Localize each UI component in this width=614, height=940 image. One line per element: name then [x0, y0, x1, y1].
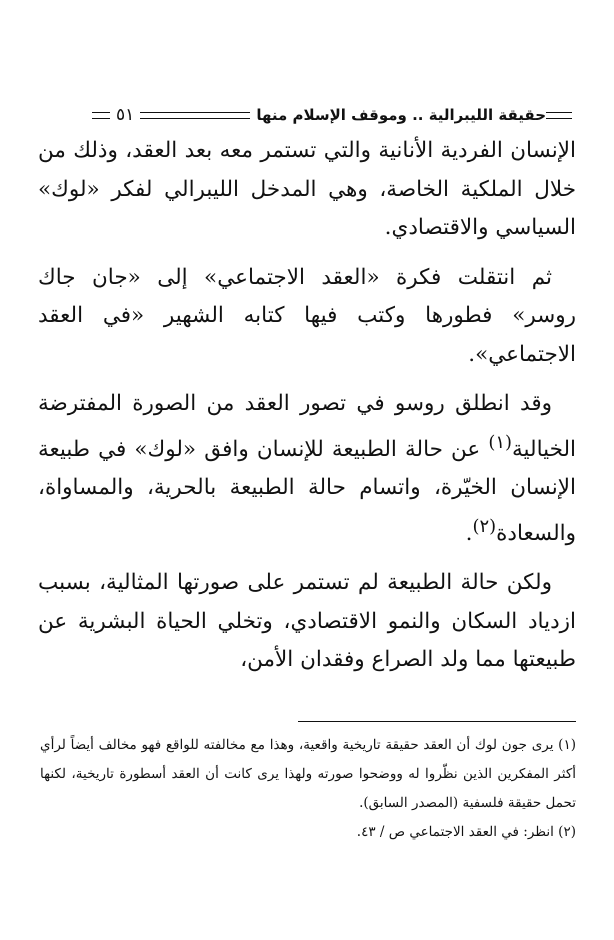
paragraph-3-part-2: عن حالة الطبيعة للإنسان وافق «لوك» في طبيعة الإنسان الخيّرة، واتسام حالة الطبيعة بالحرية، والمساواة، والسعادة [38, 436, 576, 546]
paragraph-1: الإنسان الفردية الأنانية والتي تستمر معه بعد العقد، وذلك من خلال الملكية الخاصة، وهي المدخل الليبرالي لفكر «لوك» السياسي والاقتصادي. [38, 138, 576, 240]
running-header [86, 100, 572, 130]
footnotes [40, 731, 576, 847]
footnote-ref-2[interactable]: (٢) [472, 515, 497, 537]
footnote-separator [298, 721, 576, 722]
page-number: ٥١ [116, 105, 135, 125]
paragraph-3: وقد انطلق روسو في تصور العقد من الصورة المفترضة الخيالية$^{(١)}$ عن حالة الطبيعة للإنسان وافق «لوك» في طبيعة الإنسان الخيّرة، واتسام حالة الطبيعة بالحرية، والمساواة، والسعادة$^{(٢)}$. [38, 391, 577, 546]
header-rule-middle [140, 112, 250, 119]
running-title: حقيقة الليبرالية .. وموقف الإسلام منها [256, 106, 546, 124]
header-rule-right [546, 112, 572, 119]
paragraph-4: ولكن حالة الطبيعة لم تستمر على صورتها المثالية، بسبب ازدياد السكان والنمو الاقتصادي، وتخلي الحياة البشرية عن طبيعتها مما ولد الصراع وفقدان الأمن، [38, 570, 576, 673]
footnote-1: (١) يرى جون لوك أن العقد حقيقة تاريخية واقعية، وهذا مع مخالفته للواقع فهو مخالف أيضاً لرأي أكثر المفكرين الذين نظّروا له ووضحوا صورته ولهذا يرى كانت أن العقد أسطورة تاريخية، لكنها تحمل حقيقة فلسفية (المصدر السابق). [40, 737, 576, 811]
header-rule-left [92, 112, 110, 119]
paragraph-3-part-1: وقد انطلق روسو في تصور العقد من الصورة المفترضة الخيالية [38, 391, 577, 462]
body-text [38, 132, 576, 680]
footnote-ref-1[interactable]: (١) [488, 431, 512, 453]
footnote-2: (٢) انظر: في العقد الاجتماعي ص / ٤٣. [356, 824, 576, 840]
paragraph-2: ثم انتقلت فكرة «العقد الاجتماعي» إلى «جان جاك روسر» فطورها وكتب فيها كتابه الشهير «في العقد الاجتماعي». [38, 264, 576, 367]
